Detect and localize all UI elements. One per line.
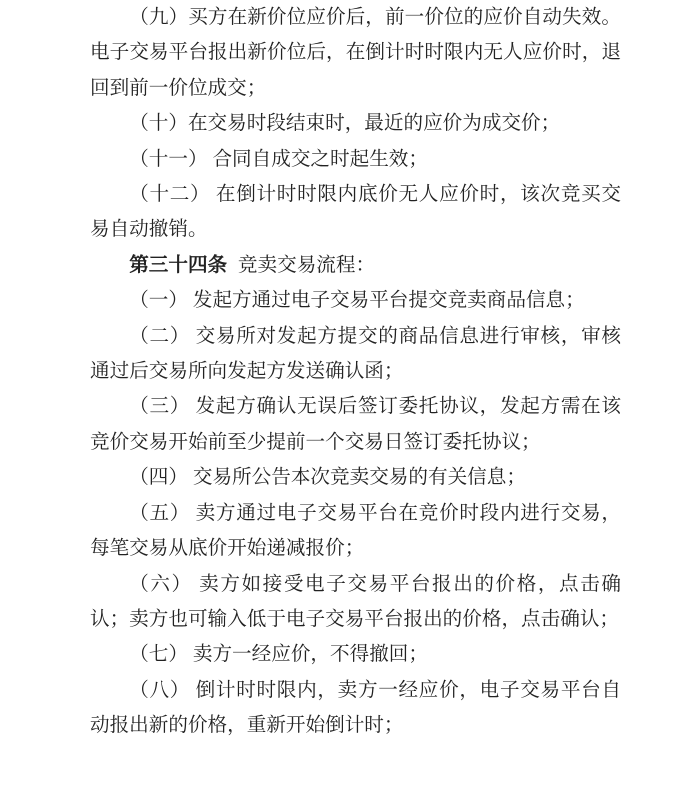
clause-paragraph: （十二） 在倒计时时限内底价无人应价时，该次竞买交易自动撤销。 bbox=[90, 184, 621, 241]
clause-paragraph: （三） 发起方确认无误后签订委托协议，发起方需在该竞价交易开始前至少提前一个交易日签订委托协议； bbox=[90, 396, 621, 453]
article-number: 第三十四条 bbox=[129, 254, 228, 276]
clause-paragraph: （八） 倒计时时限内，卖方一经应价，电子交易平台自动报出新的价格，重新开始倒计时； bbox=[90, 679, 621, 737]
clause-paragraph: （二） 交易所对发起方提交的商品信息进行审核，审核通过后交易所向发起方发送确认函； bbox=[90, 325, 621, 383]
article-title: 竞卖交易流程： bbox=[237, 254, 376, 276]
clause-paragraph: （五） 卖方通过电子交易平台在竞价时段内进行交易，每笔交易从底价开始递减报价； bbox=[90, 502, 621, 560]
clause-paragraph: （一） 发起方通过电子交易平台提交竞卖商品信息； bbox=[129, 290, 585, 312]
clause-paragraph: （六） 卖方如接受电子交易平台报出的价格，点击确认；卖方也可输入低于电子交易平台报出的价格，点击确认； bbox=[90, 573, 621, 630]
clause-paragraph: （九）买方在新价位应价后，前一价位的应价自动失效。电子交易平台报出新价位后，在倒计时时限内无人应价时，退回到前一价位成交； bbox=[90, 7, 621, 99]
clause-paragraph: （四） 交易所公告本次竞卖交易的有关信息； bbox=[129, 467, 526, 489]
document-text-block bbox=[90, 0, 621, 744]
article-heading bbox=[90, 248, 621, 283]
clause-paragraph: （七） 卖方一经应价，不得撤回； bbox=[129, 644, 428, 666]
clause-paragraph: （十）在交易时段结束时，最近的应价为成交价； bbox=[129, 113, 561, 135]
clause-paragraph: （十一） 合同自成交之时起生效； bbox=[129, 148, 428, 170]
